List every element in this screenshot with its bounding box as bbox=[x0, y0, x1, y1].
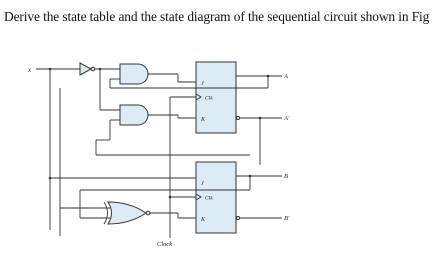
ff-a-clk-label: Clk bbox=[205, 95, 213, 102]
ff-a-k-label: K bbox=[201, 117, 206, 123]
and-gate-top bbox=[120, 64, 148, 84]
input-x-label: x bbox=[28, 66, 32, 74]
ff-b-clk-label: Clk bbox=[205, 195, 213, 202]
flip-flop-a bbox=[196, 62, 240, 133]
output-a-label: A bbox=[284, 73, 288, 80]
output-b-label: B bbox=[284, 173, 288, 180]
input-buffer-gate bbox=[80, 63, 95, 75]
flip-flop-b bbox=[196, 162, 240, 233]
clock-label: Clock bbox=[157, 241, 173, 248]
xnor-gate bbox=[104, 202, 150, 224]
question-text: Derive the state table and the state diagram of the sequential circuit shown in Fig bbox=[4, 9, 430, 24]
output-a-bar-label: A' bbox=[284, 115, 290, 122]
ff-b-j-label: J bbox=[201, 181, 204, 187]
and-gate-bottom bbox=[120, 105, 148, 125]
ff-b-k-label: K bbox=[201, 217, 206, 223]
output-b-bar-label: B' bbox=[284, 215, 290, 222]
ff-a-j-label: J bbox=[201, 81, 204, 87]
